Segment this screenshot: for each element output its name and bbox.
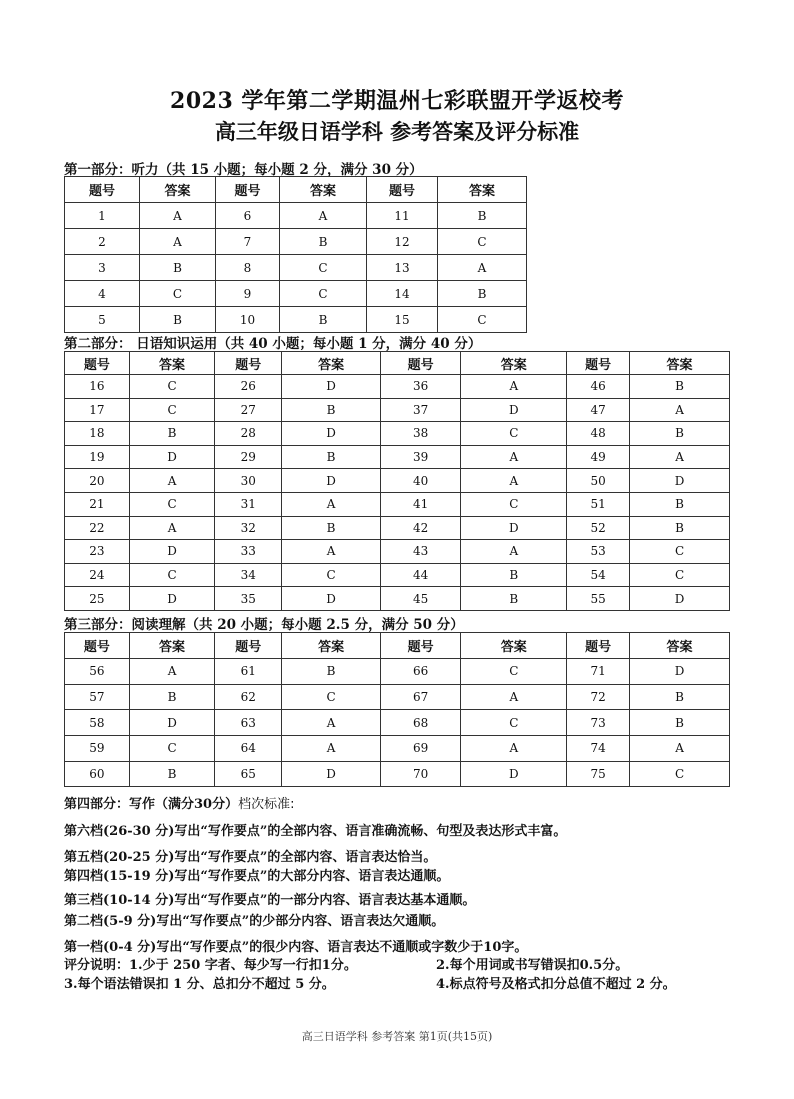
- answer-cell: C: [461, 422, 567, 446]
- answer-cell: A: [461, 540, 567, 564]
- question-number-cell: 5: [65, 307, 140, 333]
- answer-cell: C: [129, 375, 214, 399]
- header-cell: 答案: [140, 177, 216, 203]
- grade-6: 第六档(26-30 分)写出“写作要点”的全部内容、语言准确流畅、句型及表达形式丰富。: [64, 824, 567, 839]
- answer-cell: C: [129, 563, 214, 587]
- question-number-cell: 57: [65, 684, 130, 710]
- question-number-cell: 46: [567, 375, 630, 399]
- grade-4: 第四档(15-19 分)写出“写作要点”的大部分内容、语言表达通顺。: [64, 869, 450, 884]
- table-row: [65, 587, 730, 611]
- question-number-cell: 41: [381, 492, 461, 516]
- header-cell: 题号: [367, 177, 438, 203]
- answer-cell: C: [280, 255, 367, 281]
- header-cell: 题号: [65, 352, 130, 375]
- note-1: 1.少于 250 字者、每少写一行扣1分。: [129, 958, 357, 973]
- question-number-cell: 51: [567, 492, 630, 516]
- question-number-cell: 52: [567, 516, 630, 540]
- question-number-cell: 32: [215, 516, 282, 540]
- page-footer: 高三日语学科 参考答案 第1页(共15页): [301, 1030, 493, 1043]
- answer-cell: B: [282, 516, 381, 540]
- question-number-cell: 17: [65, 398, 130, 422]
- answer-cell: A: [280, 203, 367, 229]
- table-row: [65, 375, 730, 399]
- answer-cell: C: [630, 761, 730, 787]
- header-cell: 答案: [280, 177, 367, 203]
- answer-cell: B: [140, 307, 216, 333]
- answer-cell: A: [282, 492, 381, 516]
- question-number-cell: 18: [65, 422, 130, 446]
- question-number-cell: 2: [65, 229, 140, 255]
- answer-cell: A: [282, 736, 381, 762]
- table-header-row: [65, 633, 730, 659]
- question-number-cell: 27: [215, 398, 282, 422]
- answer-cell: B: [461, 587, 567, 611]
- answer-cell: D: [282, 761, 381, 787]
- question-number-cell: 71: [567, 659, 630, 685]
- question-number-cell: 4: [65, 281, 140, 307]
- question-number-cell: 25: [65, 587, 130, 611]
- question-number-cell: 58: [65, 710, 130, 736]
- question-number-cell: 59: [65, 736, 130, 762]
- answer-cell: C: [461, 492, 567, 516]
- answer-cell: D: [129, 540, 214, 564]
- answer-cell: C: [630, 563, 730, 587]
- note-3: 3.每个语法错误扣 1 分、总扣分不超过 5 分。: [64, 977, 335, 992]
- question-number-cell: 37: [381, 398, 461, 422]
- question-number-cell: 70: [381, 761, 461, 787]
- question-number-cell: 16: [65, 375, 130, 399]
- table-row: [65, 492, 730, 516]
- header-cell: 答案: [129, 633, 214, 659]
- answer-cell: D: [282, 422, 381, 446]
- table-row: [65, 422, 730, 446]
- answer-cell: D: [630, 587, 730, 611]
- question-number-cell: 24: [65, 563, 130, 587]
- part3-answer-table: [64, 632, 730, 787]
- answer-cell: A: [630, 736, 730, 762]
- header-cell: 题号: [65, 177, 140, 203]
- answer-cell: D: [282, 469, 381, 493]
- question-number-cell: 13: [367, 255, 438, 281]
- header-cell: 答案: [282, 633, 381, 659]
- header-cell: 答案: [129, 352, 214, 375]
- question-number-cell: 39: [381, 445, 461, 469]
- question-number-cell: 19: [65, 445, 130, 469]
- answer-cell: A: [461, 736, 567, 762]
- question-number-cell: 38: [381, 422, 461, 446]
- question-number-cell: 35: [215, 587, 282, 611]
- answer-cell: A: [630, 445, 730, 469]
- question-number-cell: 64: [215, 736, 282, 762]
- table-row: [65, 563, 730, 587]
- answer-cell: C: [282, 563, 381, 587]
- answer-cell: B: [438, 203, 527, 229]
- answer-cell: A: [282, 540, 381, 564]
- header-cell: 答案: [630, 352, 730, 375]
- answer-cell: D: [129, 587, 214, 611]
- table-row: [65, 659, 730, 685]
- header-cell: 答案: [461, 633, 567, 659]
- answer-cell: B: [282, 445, 381, 469]
- answer-cell: A: [461, 684, 567, 710]
- table-row: [65, 516, 730, 540]
- answer-cell: D: [129, 445, 214, 469]
- answer-cell: D: [282, 587, 381, 611]
- header-cell: 答案: [630, 633, 730, 659]
- question-number-cell: 61: [215, 659, 282, 685]
- answer-cell: D: [461, 516, 567, 540]
- answer-cell: B: [129, 761, 214, 787]
- answer-cell: B: [129, 684, 214, 710]
- question-number-cell: 54: [567, 563, 630, 587]
- header-cell: 题号: [567, 633, 630, 659]
- question-number-cell: 21: [65, 492, 130, 516]
- question-number-cell: 42: [381, 516, 461, 540]
- answer-cell: D: [129, 710, 214, 736]
- table-header-row: [65, 177, 527, 203]
- question-number-cell: 33: [215, 540, 282, 564]
- answer-cell: A: [461, 445, 567, 469]
- question-number-cell: 31: [215, 492, 282, 516]
- question-number-cell: 56: [65, 659, 130, 685]
- question-number-cell: 45: [381, 587, 461, 611]
- header-cell: 题号: [215, 633, 282, 659]
- table-row: [65, 281, 527, 307]
- answer-cell: A: [630, 398, 730, 422]
- answer-cell: C: [282, 684, 381, 710]
- table-row: [65, 469, 730, 493]
- question-number-cell: 67: [381, 684, 461, 710]
- question-number-cell: 6: [216, 203, 280, 229]
- notes-label: 评分说明：: [64, 958, 130, 973]
- question-number-cell: 50: [567, 469, 630, 493]
- part2-answer-table: [64, 351, 730, 611]
- question-number-cell: 30: [215, 469, 282, 493]
- note-4: 4.标点符号及格式扣分总值不超过 2 分。: [436, 977, 676, 992]
- question-number-cell: 66: [381, 659, 461, 685]
- table-row: [65, 684, 730, 710]
- question-number-cell: 20: [65, 469, 130, 493]
- question-number-cell: 12: [367, 229, 438, 255]
- answer-cell: D: [461, 398, 567, 422]
- part4-heading: 第四部分：写作（满分30分）: [64, 797, 239, 812]
- part4-heading-suffix: 档次标准:: [238, 797, 295, 812]
- question-number-cell: 3: [65, 255, 140, 281]
- question-number-cell: 62: [215, 684, 282, 710]
- question-number-cell: 73: [567, 710, 630, 736]
- question-number-cell: 15: [367, 307, 438, 333]
- question-number-cell: 43: [381, 540, 461, 564]
- question-number-cell: 36: [381, 375, 461, 399]
- table-row: [65, 540, 730, 564]
- header-cell: 题号: [567, 352, 630, 375]
- answer-cell: B: [630, 710, 730, 736]
- answer-cell: A: [461, 375, 567, 399]
- answer-cell: A: [129, 659, 214, 685]
- header-cell: 答案: [282, 352, 381, 375]
- answer-cell: B: [630, 492, 730, 516]
- table-row: [65, 710, 730, 736]
- question-number-cell: 75: [567, 761, 630, 787]
- answer-cell: D: [630, 659, 730, 685]
- part2-heading: 第二部分： 日语知识运用（共 40 小题；每小题 1 分，满分 40 分）: [64, 336, 482, 352]
- grade-3: 第三档(10-14 分)写出“写作要点”的一部分内容、语言表达基本通顺。: [64, 893, 476, 908]
- answer-cell: B: [630, 684, 730, 710]
- question-number-cell: 72: [567, 684, 630, 710]
- question-number-cell: 28: [215, 422, 282, 446]
- grade-2: 第二档(5-9 分)写出“写作要点”的少部分内容、语言表达欠通顺。: [64, 914, 445, 929]
- table-row: [65, 398, 730, 422]
- answer-cell: C: [140, 281, 216, 307]
- question-number-cell: 23: [65, 540, 130, 564]
- header-cell: 答案: [438, 177, 527, 203]
- question-number-cell: 44: [381, 563, 461, 587]
- table-row: [65, 761, 730, 787]
- table-row: [65, 203, 527, 229]
- question-number-cell: 65: [215, 761, 282, 787]
- answer-cell: A: [282, 710, 381, 736]
- answer-cell: B: [630, 375, 730, 399]
- table-row: [65, 255, 527, 281]
- question-number-cell: 60: [65, 761, 130, 787]
- table-row: [65, 445, 730, 469]
- question-number-cell: 8: [216, 255, 280, 281]
- answer-cell: B: [630, 516, 730, 540]
- answer-cell: A: [129, 516, 214, 540]
- answer-cell: B: [282, 659, 381, 685]
- question-number-cell: 11: [367, 203, 438, 229]
- document-title: 2023 学年第二学期温州七彩联盟开学返校考: [170, 88, 624, 114]
- part1-answer-table: [64, 176, 527, 333]
- answer-cell: C: [630, 540, 730, 564]
- table-row: [65, 736, 730, 762]
- answer-cell: B: [280, 229, 367, 255]
- answer-cell: C: [461, 659, 567, 685]
- answer-cell: C: [129, 736, 214, 762]
- answer-cell: A: [140, 229, 216, 255]
- header-cell: 题号: [65, 633, 130, 659]
- answer-cell: B: [461, 563, 567, 587]
- answer-cell: B: [438, 281, 527, 307]
- answer-cell: C: [280, 281, 367, 307]
- question-number-cell: 53: [567, 540, 630, 564]
- table-header-row: [65, 352, 730, 375]
- document-subtitle: 高三年级日语学科 参考答案及评分标准: [214, 119, 580, 144]
- question-number-cell: 49: [567, 445, 630, 469]
- question-number-cell: 22: [65, 516, 130, 540]
- question-number-cell: 26: [215, 375, 282, 399]
- answer-cell: B: [140, 255, 216, 281]
- header-cell: 题号: [215, 352, 282, 375]
- answer-cell: C: [461, 710, 567, 736]
- question-number-cell: 9: [216, 281, 280, 307]
- note-2: 2.每个用词或书写错误扣0.5分。: [436, 958, 629, 973]
- header-cell: 题号: [381, 633, 461, 659]
- answer-cell: C: [438, 229, 527, 255]
- answer-cell: C: [129, 398, 214, 422]
- grade-5: 第五档(20-25 分)写出“写作要点”的全部内容、语言表达恰当。: [64, 850, 437, 865]
- question-number-cell: 10: [216, 307, 280, 333]
- table-row: [65, 229, 527, 255]
- question-number-cell: 55: [567, 587, 630, 611]
- grade-1: 第一档(0-4 分)写出“写作要点”的很少内容、语言表达不通顺或字数少于10字。: [64, 940, 528, 955]
- part3-heading: 第三部分：阅读理解（共 20 小题；每小题 2.5 分，满分 50 分）: [64, 617, 464, 633]
- table-row: [65, 307, 527, 333]
- question-number-cell: 40: [381, 469, 461, 493]
- question-number-cell: 47: [567, 398, 630, 422]
- answer-cell: D: [282, 375, 381, 399]
- answer-cell: A: [438, 255, 527, 281]
- header-cell: 题号: [216, 177, 280, 203]
- answer-cell: B: [282, 398, 381, 422]
- answer-cell: D: [461, 761, 567, 787]
- answer-cell: C: [129, 492, 214, 516]
- question-number-cell: 14: [367, 281, 438, 307]
- question-number-cell: 1: [65, 203, 140, 229]
- question-number-cell: 63: [215, 710, 282, 736]
- question-number-cell: 34: [215, 563, 282, 587]
- answer-cell: A: [461, 469, 567, 493]
- question-number-cell: 48: [567, 422, 630, 446]
- answer-cell: C: [438, 307, 527, 333]
- question-number-cell: 7: [216, 229, 280, 255]
- question-number-cell: 74: [567, 736, 630, 762]
- question-number-cell: 69: [381, 736, 461, 762]
- answer-cell: A: [140, 203, 216, 229]
- part1-heading: 第一部分：听力（共 15 小题；每小题 2 分，满分 30 分）: [64, 162, 423, 178]
- question-number-cell: 29: [215, 445, 282, 469]
- answer-cell: B: [280, 307, 367, 333]
- answer-cell: B: [129, 422, 214, 446]
- header-cell: 答案: [461, 352, 567, 375]
- answer-cell: D: [630, 469, 730, 493]
- question-number-cell: 68: [381, 710, 461, 736]
- header-cell: 题号: [381, 352, 461, 375]
- answer-cell: A: [129, 469, 214, 493]
- answer-cell: B: [630, 422, 730, 446]
